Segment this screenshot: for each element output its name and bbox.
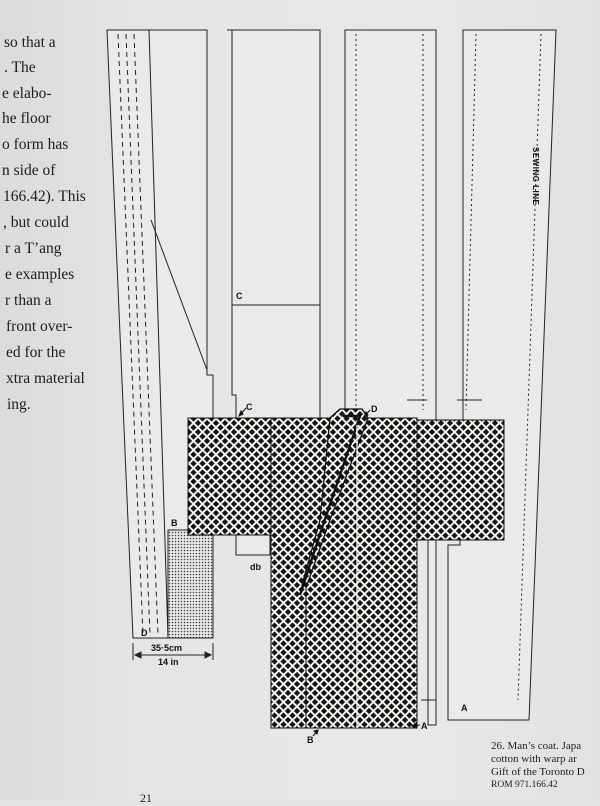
text-line: so that a bbox=[4, 34, 56, 51]
label-b-bottom: B bbox=[307, 735, 314, 745]
text-line: e elabo- bbox=[2, 85, 52, 102]
label-c-inner: C bbox=[236, 291, 243, 301]
label-b-top: B bbox=[171, 518, 178, 528]
text-line: . The bbox=[4, 59, 36, 76]
text-line: o form has bbox=[2, 136, 69, 153]
pattern-strip-4 bbox=[421, 30, 556, 720]
text-line: he floor bbox=[2, 110, 51, 127]
text-line: r than a bbox=[5, 292, 52, 309]
text-line: front over- bbox=[6, 318, 73, 335]
label-c-arrow: C bbox=[246, 402, 253, 412]
caption-line: 26. Man’s coat. Japa bbox=[491, 740, 582, 752]
text-line: 166.42). This bbox=[3, 188, 86, 205]
label-db: db bbox=[250, 562, 261, 572]
text-line: ed for the bbox=[6, 344, 66, 361]
text-line: n side of bbox=[2, 162, 56, 179]
page-number: 21 bbox=[140, 791, 152, 805]
text-line: , but could bbox=[3, 214, 69, 231]
text-line: xtra material bbox=[6, 370, 85, 387]
pattern-strip-1 bbox=[107, 30, 213, 638]
sewing-line-label: SEWING LINE bbox=[531, 147, 540, 206]
label-a-arrow: A bbox=[421, 721, 428, 731]
label-d-arrow: D bbox=[371, 404, 378, 414]
caption-line: cotton with warp ar bbox=[491, 753, 577, 765]
caption-line: ROM 971.166.42 bbox=[491, 780, 558, 790]
label-a-bottom: A bbox=[461, 703, 468, 713]
stippled-gusset bbox=[168, 530, 213, 638]
caption-line: Gift of the Toronto D bbox=[491, 766, 585, 778]
right-sleeve bbox=[417, 420, 504, 540]
label-d-bottom: D bbox=[141, 628, 148, 638]
dimension-metric: 35·5cm bbox=[151, 643, 183, 653]
text-line: r a T’ang bbox=[5, 240, 62, 257]
dimension-imperial: 14 in bbox=[158, 657, 179, 667]
text-line: e examples bbox=[5, 266, 75, 283]
text-line: ing. bbox=[7, 396, 31, 413]
left-sleeve bbox=[188, 418, 271, 535]
